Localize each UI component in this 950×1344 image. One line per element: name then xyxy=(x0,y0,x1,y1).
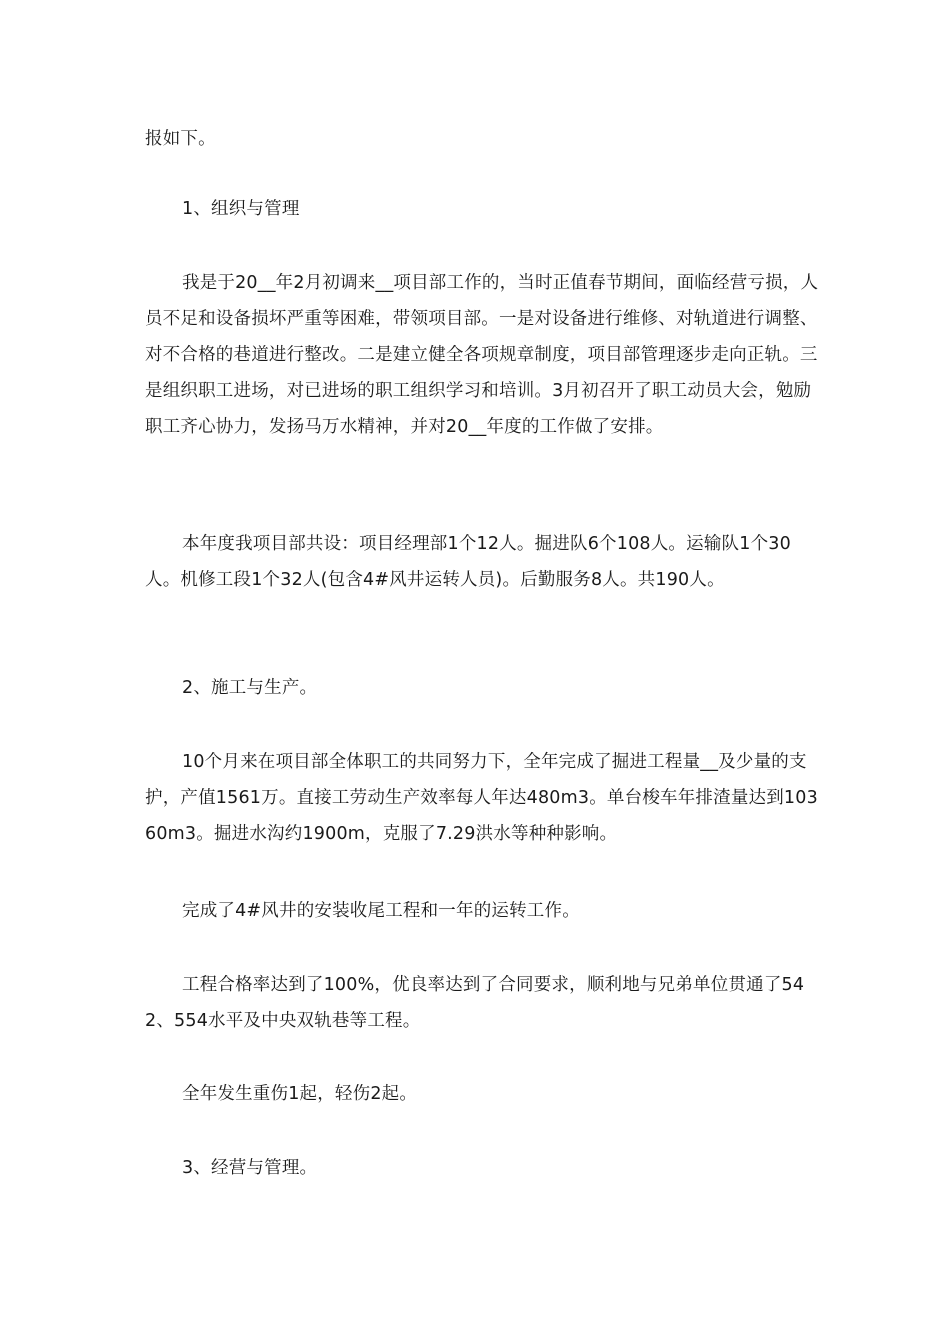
paragraph-shaft-installation: 完成了4#风井的安装收尾工程和一年的运转工作。 xyxy=(182,901,580,921)
paragraph-staffing: 本年度我项目部共设：项目经理部1个12人。掘进队6个108人。运输队1个30人。机修工段1个32人(包含4#风井运转人员)。后勤服务8人。共190人。 xyxy=(145,534,791,590)
paragraph-organization-details: 我是于20__年2月初调来__项目部工作的，当时正值春节期间，面临经营亏损，人员不足和设备损坏严重等困难，带领项目部。一是对设备进行维修、对轨道进行调整、对不合格的巷道进行整改。二是建立健全各项规章制度，项目部管理逐步走向正轨。三是组织职工进场，对已进场的职工组织学习和培训。3月初召开了职工动员大会，勉励职工齐心协力，发扬马万水精神，并对20__年度的工作做了安排。 xyxy=(145,273,819,437)
paragraph-quality: 工程合格率达到了100%，优良率达到了合同要求，顺利地与兄弟单位贯通了542、554水平及中央双轨巷等工程。 xyxy=(145,975,805,1031)
paragraph-production-results: 10个月来在项目部全体职工的共同努力下，全年完成了掘进工程量__及少量的支护，产值1561万。直接工劳动生产效率每人年达480m3。单台梭车年排渣量达到10360m3。掘进水沟约1900m，克服了7.29洪水等种种影响。 xyxy=(145,752,818,844)
paragraph-safety: 全年发生重伤1起，轻伤2起。 xyxy=(182,1084,418,1104)
section-heading-construction: 2、施工与生产。 xyxy=(182,678,318,698)
paragraph-continuation: 报如下。 xyxy=(145,129,216,149)
section-heading-operations: 3、经营与管理。 xyxy=(182,1158,318,1178)
section-heading-organization: 1、组织与管理 xyxy=(182,199,300,219)
